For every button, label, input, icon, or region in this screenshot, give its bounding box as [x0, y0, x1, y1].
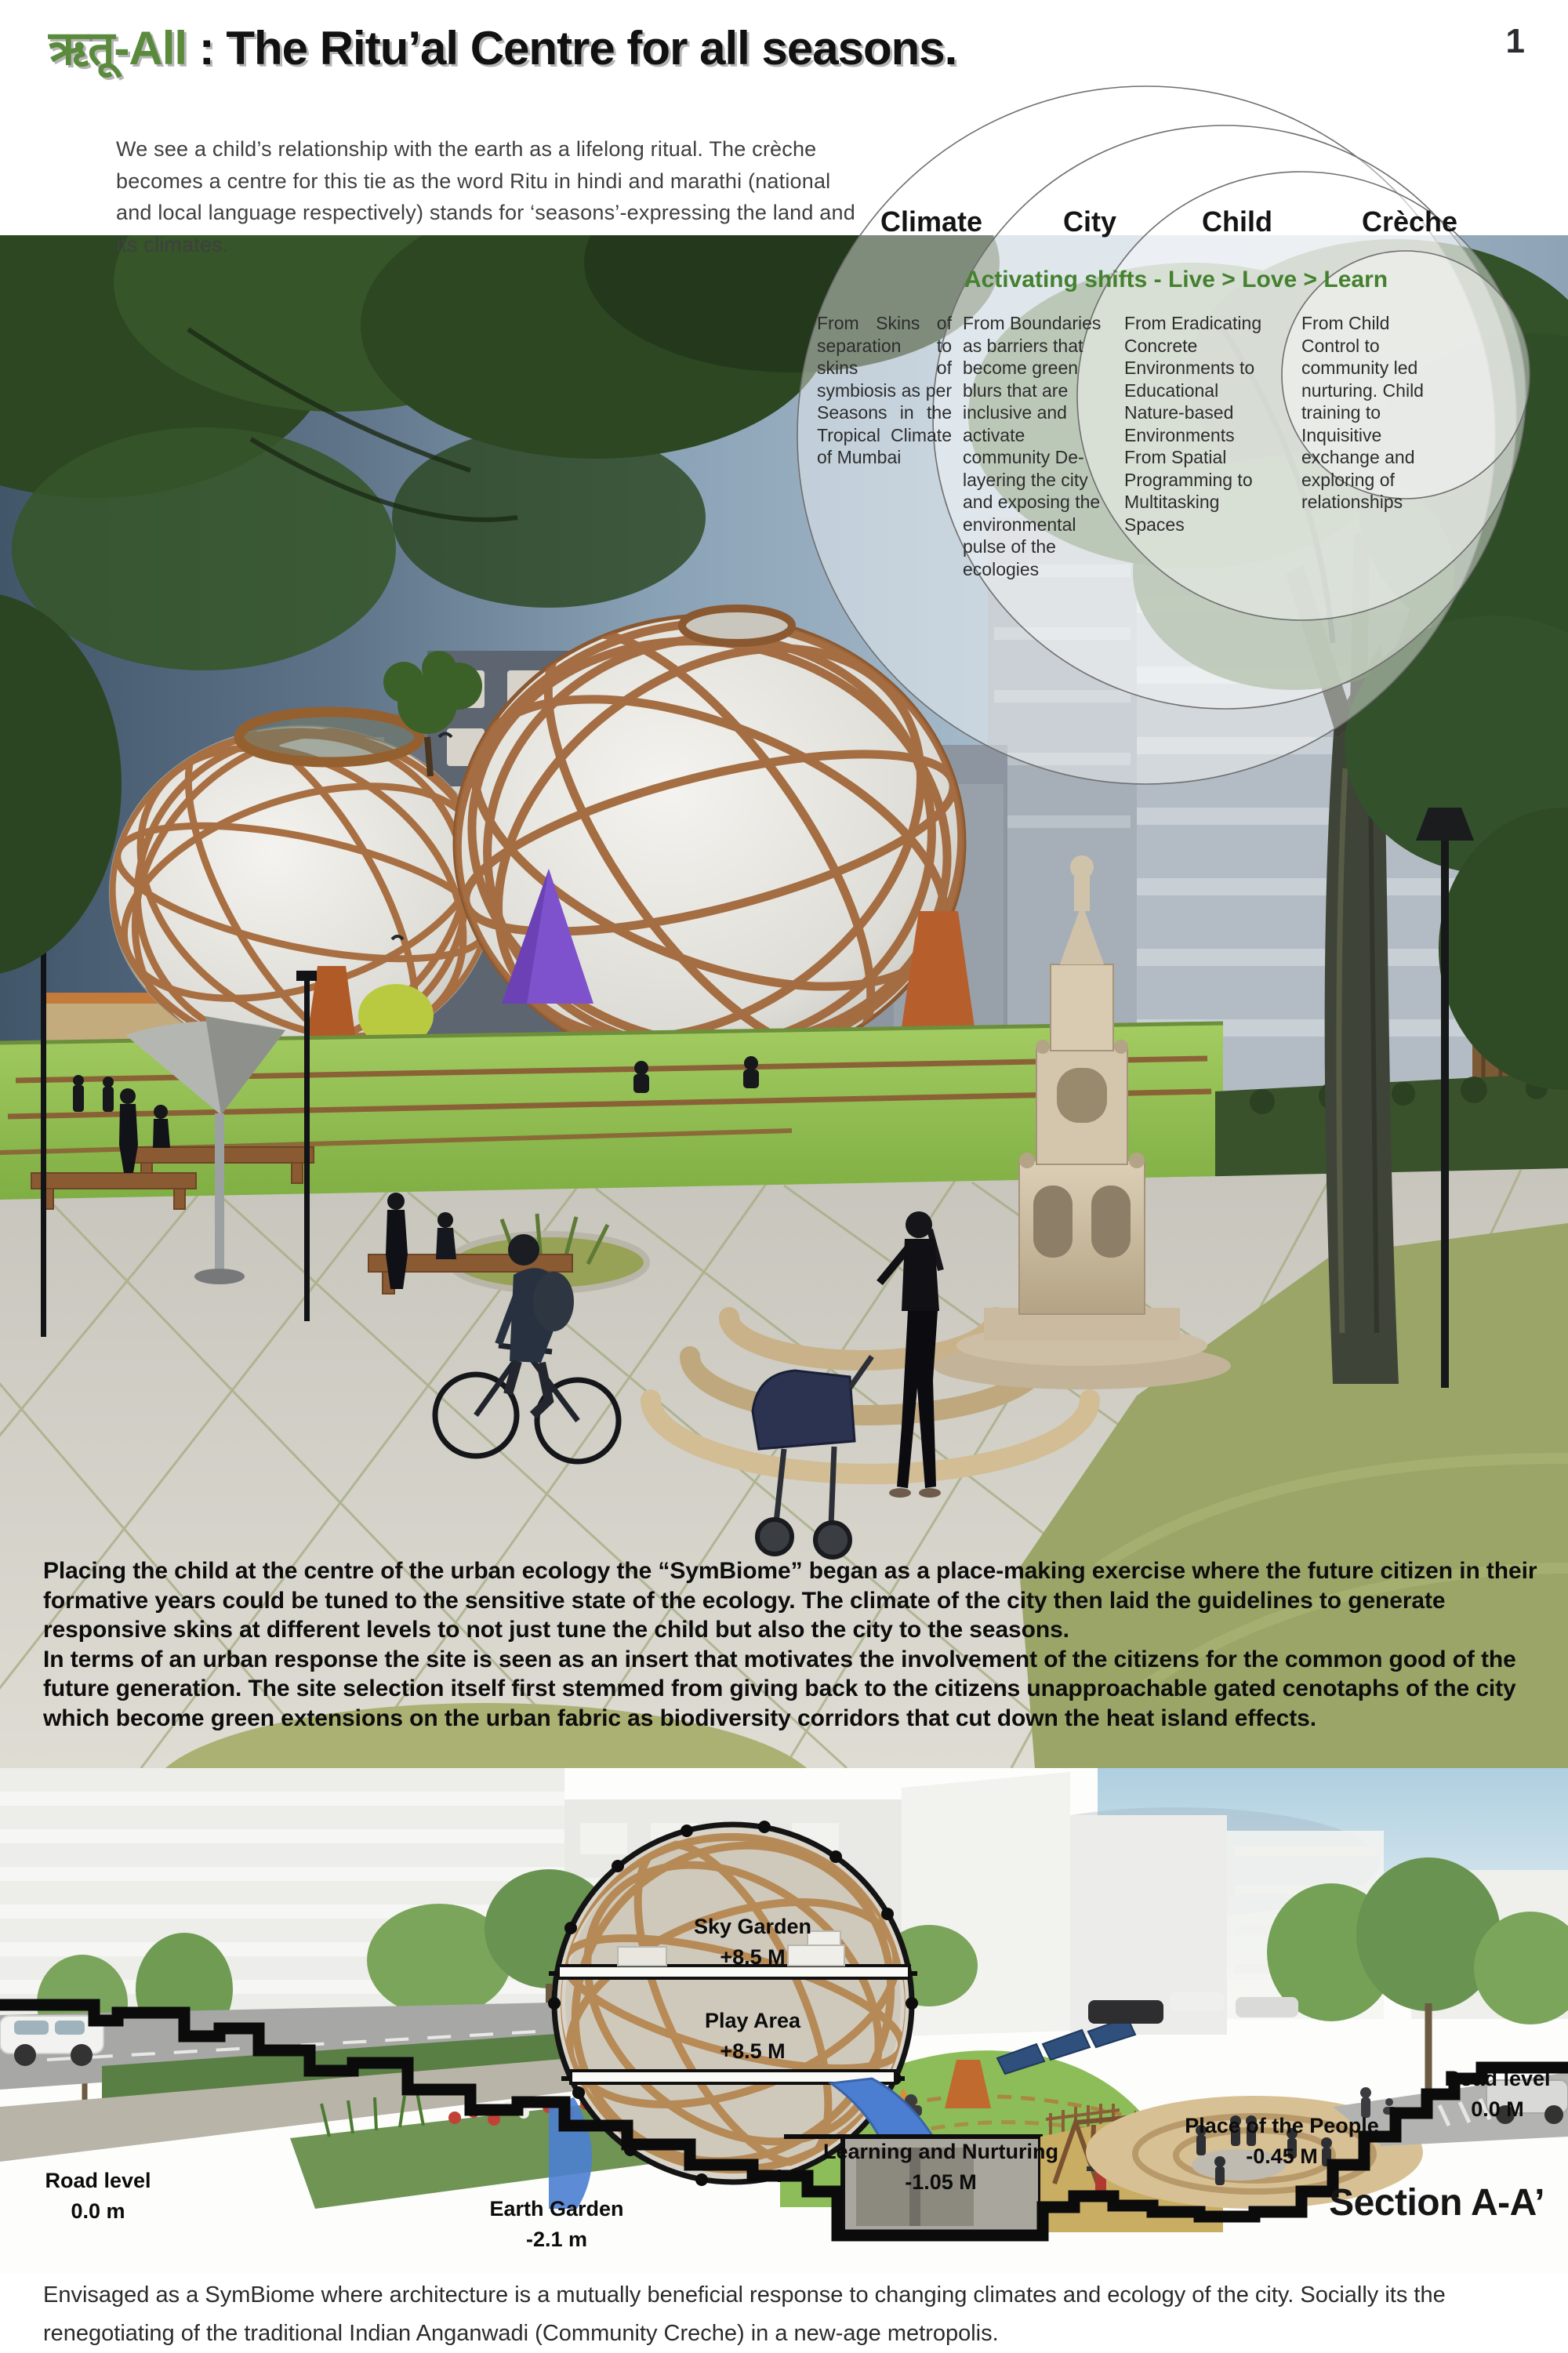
- play-area-level: +8.5 M: [720, 2039, 786, 2064]
- body-paragraph-1: Placing the child at the centre of the urban ecology the “SymBiome” began as a place-making exercise where the future citizen in their formative years could be tuned to the sensitive state of the ecology. The climate of the city then laid the guidelines to generate responsive skins at different levels to not just tune the child but also the city to the seasons.: [43, 1558, 1537, 1643]
- label-play-area: Play Area +8.5 M: [651, 2006, 855, 2067]
- page-number: 1: [1505, 22, 1525, 60]
- label-learning-nurturing: Learning and Nurturing -1.05 M: [808, 2137, 1074, 2198]
- venn-text-city: From Boundaries as barriers that become green blurs that are inclusive and activate community De-layering the city and exposing the environmental pulse of the ecologies: [963, 313, 1102, 579]
- activating-shifts-line: Activating shifts - Live > Love > Learn: [964, 267, 1388, 292]
- venn-header-child: Child: [1202, 205, 1272, 238]
- venn-header-creche: Crèche: [1361, 205, 1458, 238]
- title-green-suffix: -All: [114, 22, 187, 74]
- label-place-of-the-people: Place of the People -0.45 M: [1152, 2111, 1411, 2172]
- venn-text-creche: From Child Control to community led nurturing. Child training to Inquisitive exchange and exploring of relationships: [1301, 313, 1424, 513]
- intro-paragraph: We see a child’s relationship with the earth as a lifelong ritual. The crèche becomes a centre for this tie as the word Ritu in hindi and marathi (national and local language respectively) stands for ‘seasons’-expressing the land and its climates.: [116, 137, 855, 256]
- venn-text-child: From Eradicating Concrete Environments to Educational Nature-based Environments From Spatial Programming to Multitasking Spaces: [1124, 313, 1262, 535]
- place-people-level: -0.45 M: [1246, 2144, 1318, 2169]
- section-title: Section A-A’: [1329, 2182, 1544, 2224]
- sky-garden-level: +8.5 M: [720, 1945, 786, 1970]
- earth-garden-level: -2.1 m: [525, 2228, 588, 2252]
- road-right-level: 0.0 M: [1471, 2097, 1524, 2122]
- venn-header-city: City: [1062, 205, 1116, 238]
- venn-header-climate: Climate: [880, 205, 983, 238]
- learning-level: -1.05 M: [905, 2170, 977, 2195]
- dark-car: [1088, 2000, 1163, 2024]
- label-road-level-right: Road level 0.0 M: [1427, 2064, 1568, 2125]
- label-road-level-left: Road level 0.0 m: [12, 2166, 184, 2227]
- title-devanagari: ऋतू: [49, 22, 114, 74]
- footer-caption: Envisaged as a SymBiome where architecture is a mutually beneficial response to changing climates and ecology of the city. Socially its the renegotiating of the traditional Indian Anganwadi (Community Creche) in a new-age metropolis.: [43, 2282, 1446, 2346]
- venn-text-climate: From Skins of separation to skins of symbiosis as per Seasons in the Tropical Climate of Mumbai: [817, 313, 952, 468]
- label-earth-garden: Earth Garden -2.1 m: [447, 2194, 666, 2255]
- road-left-level: 0.0 m: [71, 2199, 125, 2224]
- page-title: [49, 14, 956, 78]
- body-paragraph-2: In terms of an urban response the site is seen as an insert that motivates the involvement of the citizens for the common good of the future generation. The site selection itself first stemmed from giving back to the citizens unapproachable gated cenotaphs of the city which become green extensions on the urban fabric as biodiversity corridors that cut down the heat island effects.: [43, 1646, 1516, 1731]
- title-rest: : The Ritu’al Centre for all seasons.: [187, 22, 957, 74]
- label-sky-garden: Sky Garden +8.5 M: [651, 1912, 855, 1973]
- body-text-block: [43, 1556, 1541, 1733]
